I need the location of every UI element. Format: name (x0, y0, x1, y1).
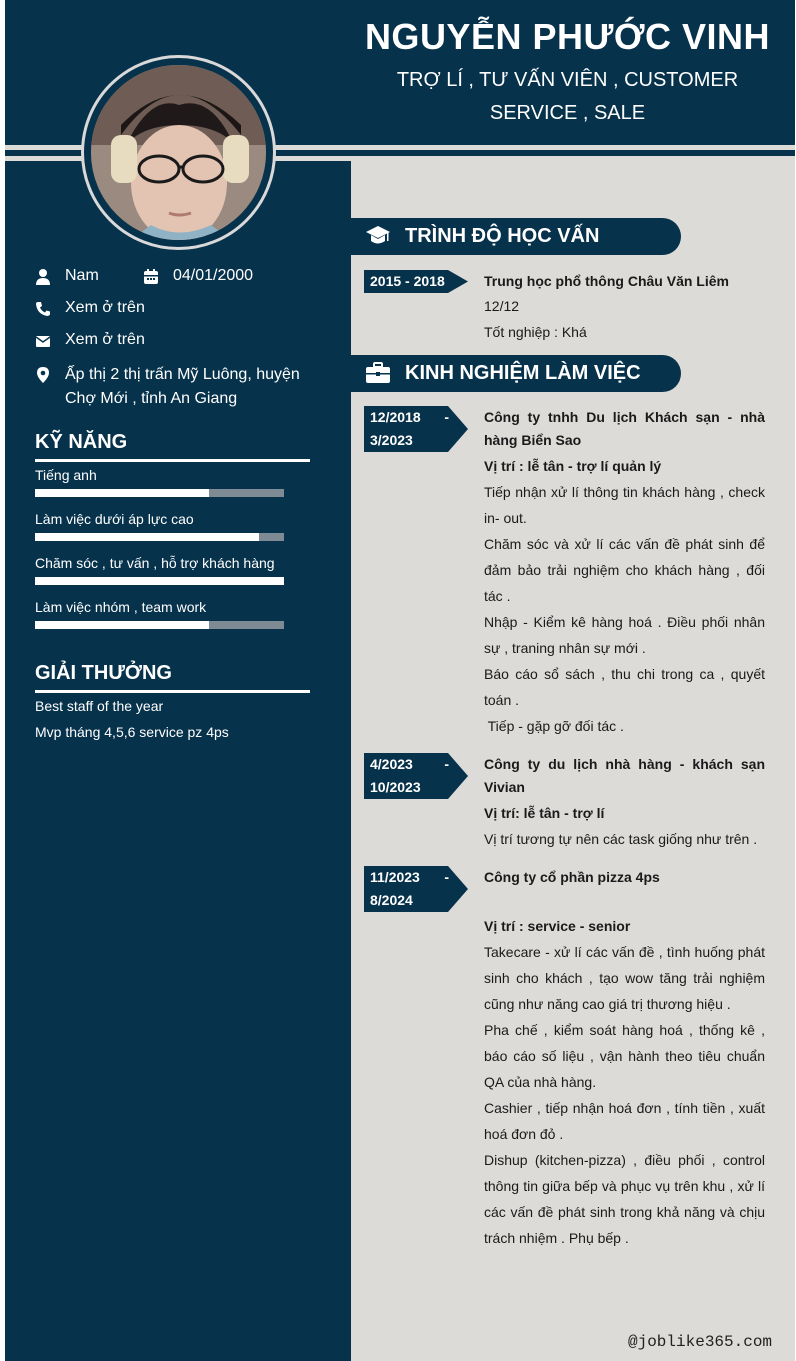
job-detail: Cashier , tiếp nhận hoá đơn , tính tiền , xuất hoá đơn đỏ . (484, 1100, 765, 1142)
phone-icon (35, 300, 51, 318)
skill-bar (35, 577, 284, 585)
job-detail: Báo cáo sổ sách , thu chi trong ca , quyết toán . (484, 666, 765, 708)
birthday-row (143, 267, 253, 286)
email-value: Xem ở trên (65, 331, 145, 348)
email-row (35, 331, 145, 350)
education-date: 2015 - 2018 (370, 273, 445, 289)
job-detail: Tiếp - gặp gỡ đối tác . (484, 718, 624, 734)
education-result: Tốt nghiệp : Khá (484, 324, 587, 340)
cv-page (5, 0, 795, 1361)
birthday-value: 04/01/2000 (173, 267, 254, 284)
graduation-cap-icon (365, 224, 391, 248)
skill-bar-fill (35, 621, 209, 629)
job-detail: Tiếp nhận xử lí thông tin khách hàng , check in- out. (484, 484, 765, 526)
skill-bar (35, 621, 284, 629)
address-row (35, 363, 335, 411)
job-date-end: 10/2023 (370, 779, 421, 795)
education-heading (351, 218, 681, 255)
job-details (484, 800, 765, 852)
company-name: Công ty tnhh Du lịch Khách sạn - nhà hàng Biển Sao (484, 409, 765, 448)
email-icon (35, 332, 51, 350)
company-name: Công ty du lịch nhà hàng - khách sạn Vivian (484, 756, 765, 795)
job-detail: Chăm sóc và xử lí các vấn đề phát sinh để đảm bảo trải nghiệm cho khách hàng , đối tác . (484, 536, 765, 604)
skill-bar (35, 533, 284, 541)
awards-divider (35, 690, 310, 693)
education-date-tag (364, 270, 468, 293)
skill-bar-fill (35, 489, 209, 497)
avatar (91, 65, 266, 240)
education-title: TRÌNH ĐỘ HỌC VẤN (405, 225, 600, 247)
gender-value: Nam (65, 267, 99, 284)
skill-bar (35, 489, 284, 497)
job-position: Vị trí: lễ tân - trợ lí (484, 805, 605, 821)
job-date-tag (364, 753, 468, 799)
job-date-tag (364, 406, 468, 452)
candidate-title: TRỢ LÍ , TƯ VẤN VIÊN , CUSTOMER SERVICE , SALE (396, 69, 739, 124)
job-date-end: 3/2023 (370, 432, 413, 448)
skill-bar-fill (35, 577, 284, 585)
job-date-start: 12/2018 - (370, 409, 449, 425)
job-detail: Pha chế , kiểm soát hàng hoá , thống kê , báo cáo số liệu , vận hành theo tiêu chuẩn QA của nhà hàng. (484, 1022, 765, 1090)
watermark: @joblike365.com (628, 1333, 773, 1351)
user-icon (35, 268, 51, 286)
job-detail: Takecare - xử lí các vấn đề , tình huống phát sinh cho khách , tạo wow tăng trải nghiệm cũng như năng cao giá trị thương hiệu . (484, 944, 765, 1012)
job-detail: Nhập - Kiểm kê hàng hoá . Điều phối nhân sự , traning nhân sự mới . (484, 614, 765, 656)
skill-label: Làm việc nhóm , team work (35, 599, 207, 615)
education-grade: 12/12 (484, 298, 520, 314)
awards-title: GIẢI THƯỞNG (35, 662, 172, 684)
skill-label: Làm việc dưới áp lực cao (35, 511, 194, 527)
job-detail: Dishup (kitchen-pizza) , điều phối , control thông tin giữa bếp và phục vụ trên khu , xử lí các vấn đề phát sinh trong khả năng và chịu trách nhiệm . Phụ bếp . (484, 1152, 765, 1246)
job-date-start: 11/2023 - (370, 869, 449, 885)
briefcase-icon (365, 361, 391, 385)
skill-label: Chăm sóc , tư vấn , hỗ trợ khách hàng (35, 555, 275, 571)
skills-title: KỸ NĂNG (35, 431, 128, 453)
skill-label: Tiếng anh (35, 467, 97, 483)
phone-row (35, 299, 145, 318)
skill-bar-fill (35, 533, 259, 541)
location-pin-icon (35, 366, 51, 384)
experience-heading (351, 355, 681, 392)
calendar-icon (143, 268, 159, 286)
award-item: Best staff of the year (35, 698, 164, 714)
job-date-tag (364, 866, 468, 912)
skills-divider (35, 459, 310, 462)
job-position: Vị trí : lễ tân - trợ lí quản lý (484, 458, 662, 474)
job-date-end: 8/2024 (370, 892, 413, 908)
job-details (484, 913, 765, 1251)
experience-title: KINH NGHIỆM LÀM VIỆC (405, 362, 641, 384)
company-name: Công ty cổ phần pizza 4ps (484, 869, 660, 885)
award-item: Mvp tháng 4,5,6 service pz 4ps (35, 724, 229, 740)
address-value: Ấp thị 2 thị trấn Mỹ Luông, huyện Chợ Mới , tỉnh An Giang (65, 366, 300, 407)
gender-row (35, 267, 99, 286)
job-position: Vị trí : service - senior (484, 918, 631, 934)
job-detail: Vị trí tương tự nên các task giống như trên . (484, 831, 758, 847)
phone-value: Xem ở trên (65, 299, 145, 316)
school-name: Trung học phổ thông Châu Văn Liêm (484, 273, 729, 289)
candidate-name: NGUYỄN PHƯỚC VINH (364, 16, 771, 57)
job-date-start: 4/2023 - (370, 756, 449, 772)
job-details (484, 453, 765, 739)
